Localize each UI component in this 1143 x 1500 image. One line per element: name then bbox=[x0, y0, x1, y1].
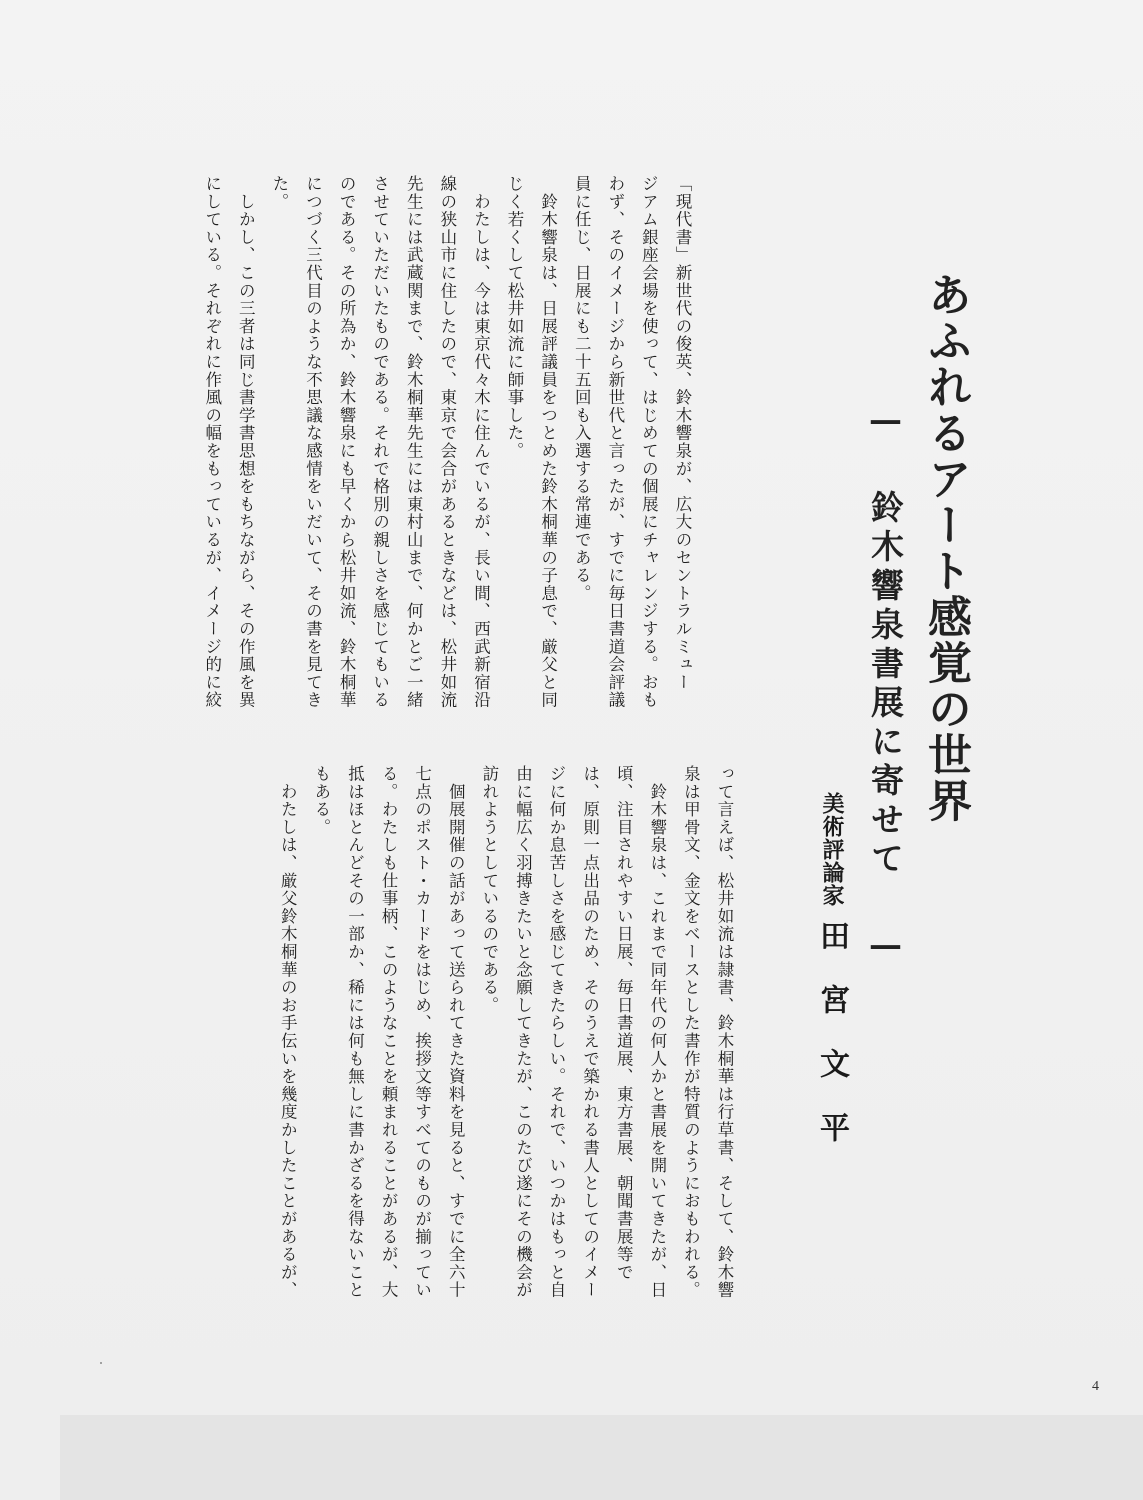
text-line: 頃、注目されやすい日展、毎日書道展、東方書展、朝聞書展等で bbox=[614, 765, 634, 1282]
text-line: 員に任じ、日展にも二十五回も入選する常連である。 bbox=[572, 175, 592, 603]
text-line: ジに何か息苦しさを感じてきたらしい。それで、いつかはもっと自 bbox=[547, 765, 567, 1299]
text-line: ジアム銀座会場を使って、はじめての個展にチャレンジする。おも bbox=[639, 175, 659, 709]
author-role: 美術評論家 bbox=[819, 792, 845, 907]
text-line: 「現代書」新世代の俊英、鈴木響泉が、広大のセントラルミュー bbox=[673, 175, 692, 692]
article-title: あふれるアート感覚の世界 bbox=[920, 272, 971, 824]
text-line: させていただいたものである。それで格別の親しさを感じてもいる bbox=[370, 175, 390, 709]
body-text-top bbox=[195, 175, 699, 715]
text-line: わず、そのイメージから新世代と言ったが、すでに毎日書道会評議 bbox=[605, 175, 625, 709]
text-line: 個展開催の話があって送られてきた資料を見ると、すでに全六十 bbox=[446, 765, 466, 1299]
scan-shadow bbox=[60, 1415, 1143, 1500]
text-line: じく若くして松井如流に師事した。 bbox=[505, 175, 525, 460]
text-line: って言えば、松井如流は隷書、鈴木桐華は行草書、そして、鈴木響 bbox=[715, 765, 734, 1299]
text-line: 線の狭山市に住したので、東京で会合があるときなどは、松井如流 bbox=[437, 175, 457, 709]
text-line: につづく三代目のような不思議な感情をいだいて、その書を見てき bbox=[303, 175, 323, 709]
author-name: 田宮文平 bbox=[814, 920, 849, 1176]
text-line: る。わたしも仕事柄、このようなことを頼まれることがあるが、大 bbox=[379, 765, 399, 1299]
text-line: のである。その所為か、鈴木響泉にも早くから松井如流、鈴木桐華 bbox=[337, 175, 357, 709]
text-line: わたしは、厳父鈴木桐華のお手伝いを幾度かしたことがあるが、 bbox=[278, 765, 298, 1299]
text-line: 由に幅広く羽搏きたいと念願してきたが、このたび遂にその機会が bbox=[513, 765, 533, 1299]
text-line: もある。 bbox=[311, 765, 331, 837]
text-line: 泉は甲骨文、金文をベースとした書作が特質のようにおもわれる。 bbox=[681, 765, 701, 1299]
text-line: た。 bbox=[269, 175, 289, 211]
text-line: は、原則一点出品のため、そのうえで築かれる書人としてのイメー bbox=[580, 765, 600, 1299]
text-line: 鈴木響泉は、これまで同年代の何人かと書展を開いてきたが、日 bbox=[647, 765, 667, 1299]
text-line: 七点のポスト・カードをはじめ、挨拶文等すべてのものが揃ってい bbox=[412, 765, 432, 1299]
text-line: わたしは、今は東京代々木に住んでいるが、長い間、西武新宿沿 bbox=[471, 175, 491, 709]
text-line: しかし、この三者は同じ書学書思想をもちながら、その作風を異 bbox=[236, 175, 256, 709]
page-number: 4 bbox=[1092, 1379, 1099, 1394]
article-subtitle: — 鈴木響泉書展に寄せて — bbox=[866, 400, 905, 970]
text-line: 抵はほとんどその一部か、稀には何も無しに書かざるを得ないこと bbox=[345, 765, 365, 1299]
body-text-bottom bbox=[271, 765, 741, 1299]
text-line: 訪れようとしているのである。 bbox=[479, 765, 499, 1015]
text-line: 先生には武蔵関まで、鈴木桐華先生には東村山まで、何かとご一緒 bbox=[404, 175, 424, 709]
text-line: にしている。それぞれに作風の幅をもっているが、イメージ的に絞 bbox=[202, 175, 222, 709]
text-line: 鈴木響泉は、日展評議員をつとめた鈴木桐華の子息で、厳父と同 bbox=[538, 175, 558, 709]
scan-speck bbox=[100, 1362, 102, 1364]
